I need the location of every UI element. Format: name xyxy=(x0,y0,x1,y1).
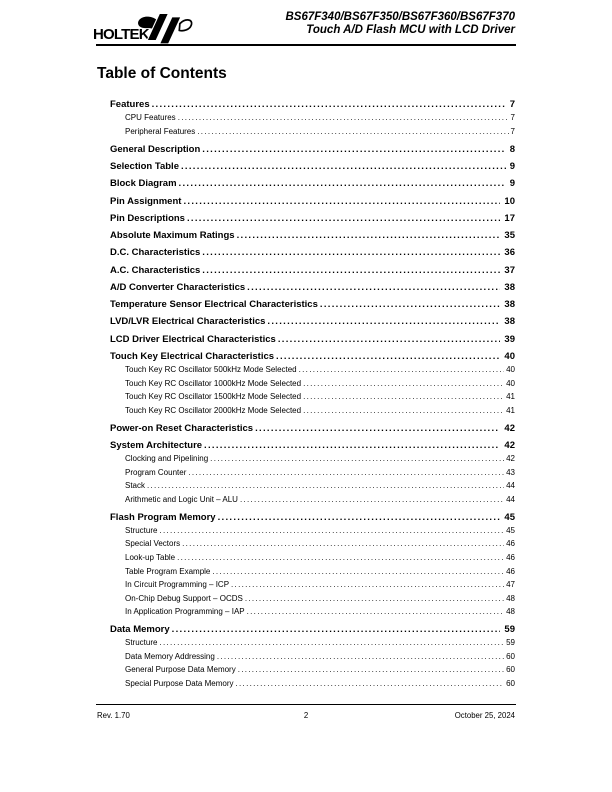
toc-entry-page: 45 xyxy=(504,511,515,523)
toc-entry-page: 35 xyxy=(504,230,515,242)
toc-leader-dots xyxy=(276,351,500,362)
footer-divider xyxy=(96,704,516,705)
toc-leader-dots xyxy=(197,127,508,136)
toc-entry xyxy=(110,512,515,526)
toc-entry-label: Special Purpose Data Memory xyxy=(125,678,234,688)
toc-entry xyxy=(110,282,515,296)
toc-entry-label: Temperature Sensor Electrical Characteristics xyxy=(110,299,318,311)
toc-leader-dots xyxy=(236,679,505,688)
toc-entry-label: General Purpose Data Memory xyxy=(125,665,236,675)
toc-entry-label: Features xyxy=(110,99,150,111)
holtek-logo-mark-icon xyxy=(135,10,193,44)
holtek-logo xyxy=(93,10,195,45)
toc-entry-label: Flash Program Memory xyxy=(110,511,216,523)
toc-entry-page: 38 xyxy=(504,299,515,311)
toc-leader-dots xyxy=(320,299,501,310)
toc-entry xyxy=(125,468,515,482)
toc-entry-page: 42 xyxy=(504,439,515,451)
toc-entry-page: 37 xyxy=(504,264,515,276)
toc-entry-page: 46 xyxy=(506,552,515,562)
toc-entry-page: 46 xyxy=(506,566,515,576)
toc-entry-label: Stack xyxy=(125,481,146,491)
toc-entry xyxy=(125,454,515,468)
toc-entry-label: Peripheral Features xyxy=(125,126,196,136)
toc-entry-page: 47 xyxy=(506,580,515,590)
header-title xyxy=(285,11,515,37)
toc-entry-page: 44 xyxy=(506,481,515,491)
toc-leader-dots xyxy=(181,161,506,172)
toc-entry-label: Data Memory Addressing xyxy=(125,651,215,661)
toc-entry-page: 7 xyxy=(510,113,515,123)
toc-entry-label: Touch Key Electrical Characteristics xyxy=(110,351,275,363)
toc-entry xyxy=(125,594,515,608)
toc-entry xyxy=(125,567,515,581)
toc-entry-label: Touch Key RC Oscillator 1500kHz Mode Selected xyxy=(125,392,302,402)
toc-entry-page: 38 xyxy=(504,316,515,328)
toc-leader-dots xyxy=(159,526,504,535)
toc-entry-page: 38 xyxy=(504,281,515,293)
toc-leader-dots xyxy=(210,454,504,463)
toc-entry-label: Special Vectors xyxy=(125,539,181,549)
toc-entry-page: 41 xyxy=(506,405,515,415)
toc-entry-label: In Application Programming – IAP xyxy=(125,607,245,617)
toc-entry xyxy=(110,230,515,244)
toc-entry-label: Block Diagram xyxy=(110,178,177,190)
holtek-logo-text: HOLTEK xyxy=(93,26,149,43)
toc-leader-dots xyxy=(202,247,500,258)
toc-entry xyxy=(125,379,515,393)
toc-entry-page: 59 xyxy=(504,624,515,636)
toc-entry xyxy=(110,299,515,313)
footer-date: October 25, 2024 xyxy=(454,711,515,720)
toc-entry-page: 7 xyxy=(510,126,515,136)
toc-entry xyxy=(110,334,515,348)
toc-leader-dots xyxy=(218,512,501,523)
toc-entry xyxy=(125,113,515,127)
toc-entry xyxy=(125,392,515,406)
toc-leader-dots xyxy=(231,580,504,589)
toc-leader-dots xyxy=(212,567,504,576)
toc-entry-label: Table Program Example xyxy=(125,566,211,576)
toc-leader-dots xyxy=(247,607,504,616)
toc-entry-page: 60 xyxy=(506,678,515,688)
toc-entry-label: Pin Descriptions xyxy=(110,212,185,224)
toc-entry xyxy=(110,144,515,158)
toc-entry xyxy=(110,624,515,638)
toc-entry-label: Structure xyxy=(125,638,158,648)
toc-entry-label: D.C. Characteristics xyxy=(110,247,201,259)
toc-entry-label: Look-up Table xyxy=(125,552,176,562)
toc-entry-label: Arithmetic and Logic Unit – ALU xyxy=(125,494,238,504)
toc-entry-label: General Description xyxy=(110,143,201,155)
toc-leader-dots xyxy=(303,406,504,415)
toc-leader-dots xyxy=(255,423,500,434)
toc-leader-dots xyxy=(217,652,504,661)
toc-entry-page: 40 xyxy=(504,351,515,363)
toc-leader-dots xyxy=(245,594,504,603)
toc-leader-dots xyxy=(240,495,504,504)
toc-entry-page: 36 xyxy=(504,247,515,259)
toc-leader-dots xyxy=(152,99,506,110)
toc-entry-page: 45 xyxy=(506,525,515,535)
toc-entry-page: 7 xyxy=(509,99,515,111)
table-of-contents xyxy=(110,96,515,693)
toc-entry-page: 44 xyxy=(506,494,515,504)
toc-leader-dots xyxy=(187,213,500,224)
toc-entry-label: LVD/LVR Electrical Characteristics xyxy=(110,316,266,328)
toc-leader-dots xyxy=(238,665,504,674)
toc-entry xyxy=(110,440,515,454)
toc-leader-dots xyxy=(147,481,504,490)
toc-leader-dots xyxy=(299,365,504,374)
toc-entry xyxy=(125,665,515,679)
footer-page-number: 2 xyxy=(303,711,309,720)
toc-entry xyxy=(125,127,515,141)
toc-leader-dots xyxy=(178,113,509,122)
toc-entry xyxy=(110,351,515,365)
toc-leader-dots xyxy=(204,440,500,451)
toc-entry xyxy=(125,481,515,495)
toc-entry xyxy=(125,406,515,420)
toc-entry-page: 39 xyxy=(504,333,515,345)
toc-entry-page: 46 xyxy=(506,539,515,549)
toc-entry-label: Power-on Reset Characteristics xyxy=(110,422,254,434)
toc-entry-label: Program Counter xyxy=(125,467,187,477)
toc-entry-label: Touch Key RC Oscillator 500kHz Mode Selected xyxy=(125,365,297,375)
toc-entry-label: Selection Table xyxy=(110,160,179,172)
toc-leader-dots xyxy=(303,392,504,401)
toc-entry xyxy=(125,495,515,509)
toc-entry xyxy=(125,638,515,652)
toc-leader-dots xyxy=(202,265,500,276)
toc-entry-page: 42 xyxy=(506,454,515,464)
toc-entry-label: Data Memory xyxy=(110,624,170,636)
header-product-models: BS67F340/BS67F350/BS67F360/BS67F370 xyxy=(285,11,515,23)
toc-entry xyxy=(125,526,515,540)
toc-entry-page: 17 xyxy=(504,212,515,224)
toc-entry-label: Pin Assignment xyxy=(110,195,182,207)
toc-entry xyxy=(125,652,515,666)
toc-entry xyxy=(125,679,515,693)
toc-entry-label: On-Chip Debug Support – OCDS xyxy=(125,593,243,603)
toc-entry xyxy=(110,423,515,437)
toc-entry-label: Touch Key RC Oscillator 1000kHz Mode Selected xyxy=(125,378,302,388)
toc-entry-label: Structure xyxy=(125,525,158,535)
toc-entry xyxy=(125,553,515,567)
toc-entry xyxy=(110,247,515,261)
toc-leader-dots xyxy=(303,379,504,388)
toc-entry-page: 59 xyxy=(506,638,515,648)
toc-entry-page: 41 xyxy=(506,392,515,402)
toc-entry-page: 43 xyxy=(506,467,515,477)
toc-entry-label: A.C. Characteristics xyxy=(110,264,201,276)
toc-leader-dots xyxy=(237,230,501,241)
toc-entry-label: CPU Features xyxy=(125,113,176,123)
toc-entry-page: 60 xyxy=(506,651,515,661)
toc-entry-page: 60 xyxy=(506,665,515,675)
toc-entry-page: 48 xyxy=(506,593,515,603)
header-divider xyxy=(96,44,516,46)
toc-entry xyxy=(125,580,515,594)
toc-entry xyxy=(110,161,515,175)
toc-entry-label: System Architecture xyxy=(110,439,203,451)
toc-entry-page: 8 xyxy=(509,143,515,155)
toc-entry-label: A/D Converter Characteristics xyxy=(110,281,246,293)
toc-entry-label: LCD Driver Electrical Characteristics xyxy=(110,333,276,345)
toc-entry-page: 40 xyxy=(506,365,515,375)
toc-entry-page: 42 xyxy=(504,422,515,434)
toc-leader-dots xyxy=(182,539,504,548)
footer-revision: Rev. 1.70 xyxy=(97,711,130,720)
toc-entry-page: 9 xyxy=(509,178,515,190)
toc-leader-dots xyxy=(179,178,506,189)
page-title: Table of Contents xyxy=(97,65,227,82)
toc-leader-dots xyxy=(202,144,505,155)
toc-leader-dots xyxy=(177,553,504,562)
toc-leader-dots xyxy=(188,468,504,477)
toc-leader-dots xyxy=(278,334,501,345)
toc-entry xyxy=(110,196,515,210)
toc-entry xyxy=(110,316,515,330)
toc-entry-label: Absolute Maximum Ratings xyxy=(110,230,235,242)
toc-entry xyxy=(125,607,515,621)
toc-entry-label: In Circuit Programming – ICP xyxy=(125,580,230,590)
toc-entry-label: Clocking and Pipelining xyxy=(125,454,209,464)
toc-leader-dots xyxy=(172,624,501,635)
toc-leader-dots xyxy=(247,282,500,293)
header-product-description: Touch A/D Flash MCU with LCD Driver xyxy=(306,24,515,36)
toc-entry-page: 40 xyxy=(506,378,515,388)
toc-leader-dots xyxy=(159,638,504,647)
toc-entry xyxy=(110,178,515,192)
toc-entry xyxy=(125,365,515,379)
toc-entry-page: 10 xyxy=(504,195,515,207)
toc-leader-dots xyxy=(183,196,500,207)
toc-entry xyxy=(125,539,515,553)
toc-entry xyxy=(110,265,515,279)
toc-entry xyxy=(110,99,515,113)
toc-entry-label: Touch Key RC Oscillator 2000kHz Mode Selected xyxy=(125,405,302,415)
toc-entry-page: 48 xyxy=(506,607,515,617)
toc-leader-dots xyxy=(267,316,500,327)
toc-entry-page: 9 xyxy=(509,160,515,172)
toc-entry xyxy=(110,213,515,227)
